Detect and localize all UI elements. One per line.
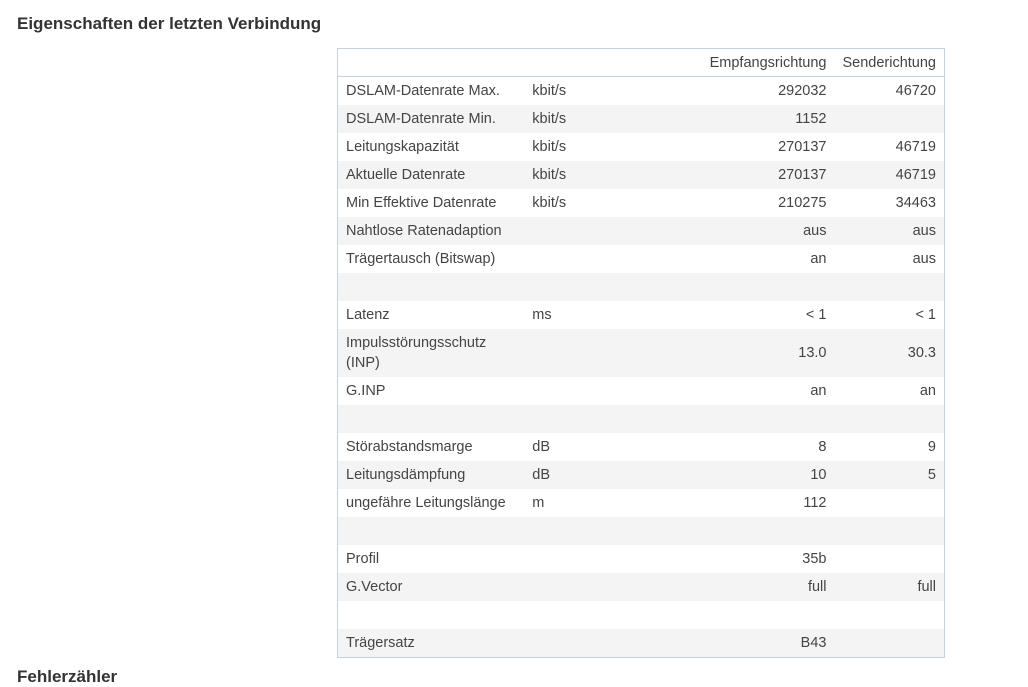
row-send-value: an: [919, 383, 936, 399]
header-receive: Empfangsrichtung: [625, 49, 834, 77]
row-send-value: 46720: [895, 83, 936, 99]
row-receive-value: 35b: [802, 551, 827, 567]
header-unit: [524, 49, 625, 77]
row-label: Nahtlose Ratenadaption: [338, 217, 525, 245]
row-receive-value: 112: [803, 495, 827, 511]
table-row: [338, 245, 945, 273]
row-label: [338, 517, 525, 545]
section-title-error-counter: Fehlerzähler: [17, 667, 118, 686]
table-row: [338, 405, 945, 433]
row-label: ungefähre Leitungslänge: [346, 495, 506, 511]
row-receive-value: an: [810, 383, 827, 399]
table-row: [338, 517, 945, 545]
row-unit: dB: [524, 461, 625, 489]
row-send-value: full: [834, 573, 944, 601]
row-receive-value: 292032: [778, 83, 827, 99]
row-label: Profil: [346, 551, 380, 567]
row-label: DSLAM-Datenrate Max.: [346, 83, 500, 99]
table-header: [338, 49, 945, 77]
header-label: [338, 49, 525, 77]
row-receive-value: 10: [625, 461, 834, 489]
row-label: DSLAM-Datenrate Min.: [338, 105, 525, 133]
row-label: [338, 405, 525, 433]
row-label: Trägersatz: [338, 629, 525, 658]
row-receive-value: 210275: [778, 195, 827, 211]
table-row: [338, 433, 945, 461]
connection-properties-table: [337, 48, 945, 658]
row-unit: kbit/s: [524, 161, 625, 189]
row-send-value: aus: [834, 217, 944, 245]
row-send-value: 46719: [895, 139, 936, 155]
row-unit: [524, 377, 625, 405]
table-row: [338, 489, 945, 517]
table-row: [338, 77, 945, 106]
table-row: [338, 133, 945, 161]
row-receive-value: full: [625, 573, 834, 601]
row-label: Störabstandsmarge: [346, 439, 473, 455]
table-row: [338, 573, 945, 601]
row-receive-value: [625, 405, 834, 433]
row-send-value: 34463: [895, 195, 936, 211]
row-receive-value: 1152: [625, 105, 834, 133]
row-label: Leitungsdämpfung: [338, 461, 525, 489]
row-receive-value: an: [810, 251, 827, 267]
row-send-value: aus: [912, 251, 936, 267]
table-row: [338, 601, 945, 629]
row-unit: kbit/s: [532, 139, 567, 155]
row-label: [338, 273, 525, 301]
row-send-value: 30.3: [834, 329, 944, 377]
row-send-value: [834, 629, 944, 658]
row-unit: dB: [532, 439, 551, 455]
row-send-value: [834, 517, 944, 545]
table-row: [338, 329, 945, 377]
row-label: Latenz: [346, 307, 390, 323]
table-row: [338, 377, 945, 405]
row-receive-value: 13.0: [625, 329, 834, 377]
row-send-value: 9: [927, 439, 936, 455]
row-label: G.INP: [346, 383, 386, 399]
row-unit: [524, 601, 625, 629]
row-send-value: 5: [834, 461, 944, 489]
section-title: Eigenschaften der letzten Verbindung: [17, 14, 322, 33]
row-unit: [524, 329, 625, 377]
row-unit: kbit/s: [524, 105, 625, 133]
row-label: [338, 601, 525, 629]
row-receive-value: 270137: [778, 139, 827, 155]
row-unit: ms: [532, 307, 552, 323]
row-send-value: [834, 601, 944, 629]
row-unit: [524, 217, 625, 245]
row-receive-value: [625, 273, 834, 301]
row-label: G.Vector: [338, 573, 525, 601]
table-row: [338, 301, 945, 329]
row-send-value: [834, 489, 944, 517]
table-row: [338, 217, 945, 245]
row-unit: [524, 517, 625, 545]
row-unit: kbit/s: [532, 83, 567, 99]
row-label: Impulsstörungsschutz (INP): [338, 329, 525, 377]
row-unit: [524, 573, 625, 601]
table-row: [338, 461, 945, 489]
row-unit: kbit/s: [532, 195, 567, 211]
row-label: Aktuelle Datenrate: [338, 161, 525, 189]
row-unit: [524, 629, 625, 658]
row-receive-value: aus: [625, 217, 834, 245]
header-send: Senderichtung: [834, 49, 944, 77]
row-send-value: [834, 273, 944, 301]
row-send-value: [834, 105, 944, 133]
row-unit: [524, 273, 625, 301]
table-row: [338, 189, 945, 217]
table-row: [338, 629, 945, 658]
row-receive-value: 8: [818, 439, 827, 455]
row-send-value: [834, 545, 944, 573]
row-label: Min Effektive Datenrate: [346, 195, 497, 211]
table-row: [338, 545, 945, 573]
row-receive-value: < 1: [805, 307, 827, 323]
row-unit: [524, 545, 625, 573]
row-unit: [524, 405, 625, 433]
row-label: Trägertausch (Bitswap): [346, 251, 496, 267]
row-send-value: 46719: [834, 161, 944, 189]
row-receive-value: [625, 601, 834, 629]
table-row: [338, 105, 945, 133]
row-unit: m: [532, 495, 545, 511]
table-row: [338, 273, 945, 301]
row-unit: [524, 245, 625, 273]
row-send-value: < 1: [915, 307, 936, 323]
row-label: Leitungskapazität: [346, 139, 459, 155]
row-receive-value: B43: [625, 629, 834, 658]
row-receive-value: [625, 517, 834, 545]
table-row: [338, 161, 945, 189]
row-receive-value: 270137: [625, 161, 834, 189]
row-send-value: [834, 405, 944, 433]
